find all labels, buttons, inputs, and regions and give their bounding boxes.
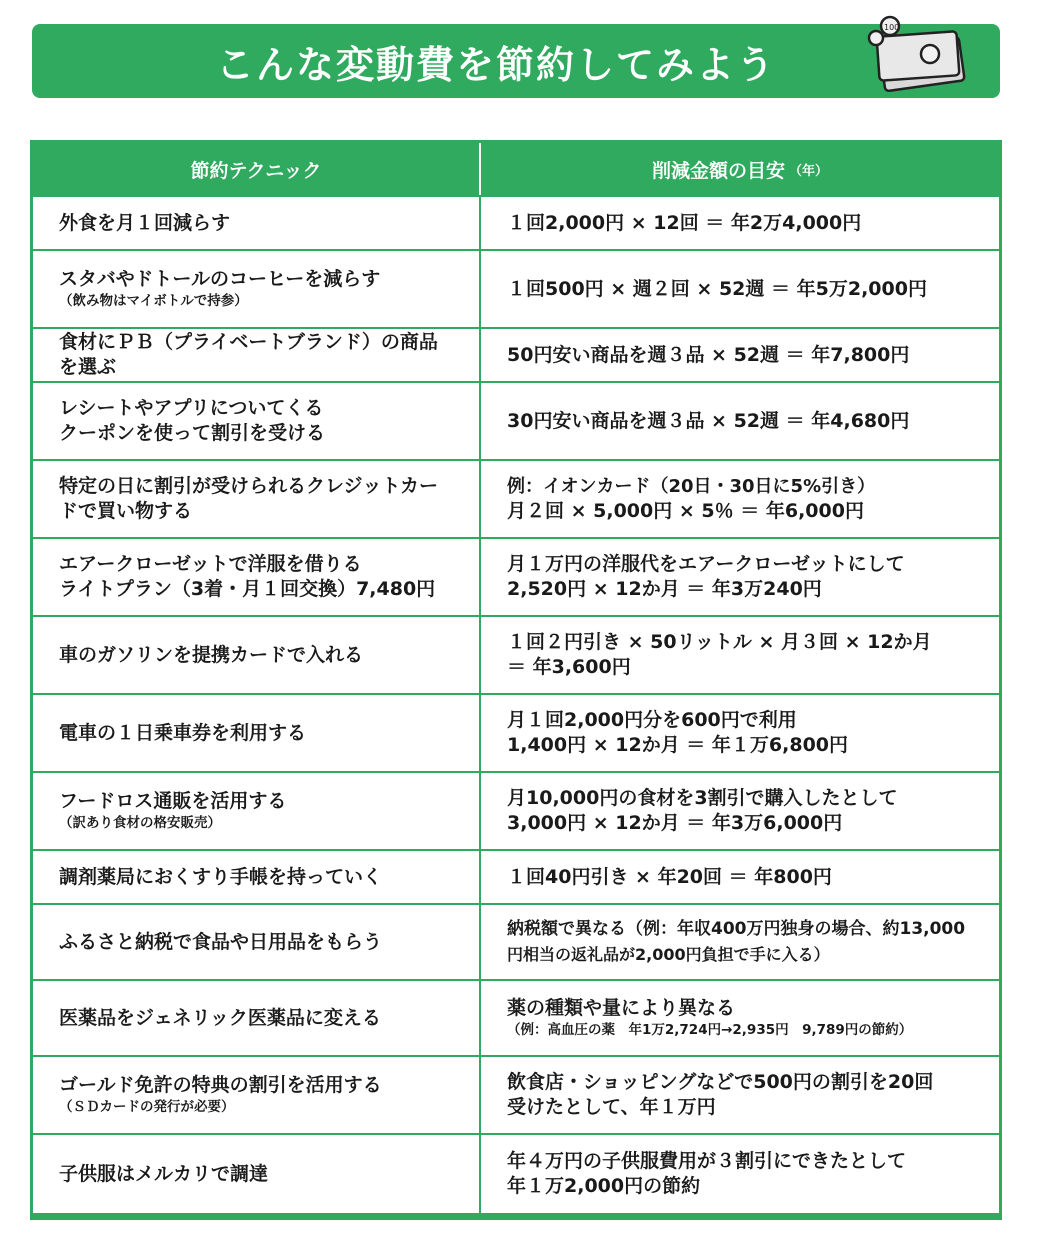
amount-text: 30円安い商品を週３品 × 52週 ＝ 年4,680円: [507, 409, 910, 432]
technique-cell: [33, 1057, 481, 1133]
technique-cell: [33, 539, 481, 615]
amount-detail: 円相当の返礼品が2,000円負担で手に入る）: [507, 945, 830, 964]
technique-note: ドで買い物する: [59, 500, 193, 522]
technique-text: ゴールド免許の特典の割引を活用する: [59, 1074, 382, 1096]
amount-detail: 受けたとして、年１万円: [507, 1096, 716, 1118]
table-row: [33, 773, 999, 849]
technique-cell: [33, 461, 481, 537]
money-bills-coins-icon: [860, 12, 970, 92]
amount-detail: 3,000円 × 12か月 ＝ 年3万6,000円: [507, 812, 843, 834]
table-row: [33, 539, 999, 615]
technique-note: （ＳＤカードの発行が必要）: [59, 1099, 235, 1115]
table-row: [33, 383, 999, 459]
amount-cell: [481, 383, 999, 459]
amount-detail: 年１万2,000円の節約: [507, 1175, 701, 1197]
table-row: [33, 617, 999, 693]
technique-cell: [33, 1135, 481, 1213]
technique-cell: [33, 617, 481, 693]
technique-text: 食材にＰＢ（プライベートブランド）の商品を選ぶ: [59, 331, 438, 378]
amount-cell: [481, 1057, 999, 1133]
technique-note: （訳あり食材の格安販売）: [59, 815, 221, 831]
table-header: [33, 143, 999, 195]
amount-cell: [481, 197, 999, 249]
amount-detail: 月２回 × 5,000円 × 5％ ＝ 年6,000円: [507, 500, 864, 522]
amount-cell: [481, 251, 999, 327]
table-row: [33, 461, 999, 537]
table-row: [33, 329, 999, 381]
amount-text: 例：イオンカード（20日・30日に5%引き）: [507, 476, 876, 497]
technique-text: 車のガソリンを提携カードで入れる: [59, 643, 364, 666]
amount-cell: [481, 981, 999, 1055]
technique-text: レシートやアプリについてくる: [59, 397, 324, 419]
technique-cell: [33, 383, 481, 459]
amount-detail: （例：高血圧の薬 年1万2,724円→2,935円 9,789円の節約）: [507, 1022, 913, 1038]
amount-text: １回2,000円 × 12回 ＝ 年2万4,000円: [507, 211, 862, 234]
table-row: [33, 251, 999, 327]
savings-table: [30, 140, 1002, 1220]
table-body: [33, 197, 999, 1213]
technique-text: 子供服はメルカリで調達: [59, 1162, 269, 1185]
table-row: [33, 197, 999, 249]
technique-cell: [33, 695, 481, 771]
technique-text: ふるさと納税で食品や日用品をもらう: [59, 930, 383, 953]
technique-note: （飲み物はマイボトルで持参）: [59, 293, 248, 309]
technique-text: 電車の１日乗車券を利用する: [59, 721, 307, 744]
amount-text: １回40円引き × 年20回 ＝ 年800円: [507, 865, 832, 888]
table-row: [33, 905, 999, 979]
technique-text: エアークローゼットで洋服を借りる: [59, 553, 362, 575]
amount-cell: [481, 539, 999, 615]
header-amount: [481, 143, 999, 195]
technique-cell: [33, 251, 481, 327]
technique-text: フードロス通販を活用する: [59, 790, 287, 812]
technique-cell: [33, 981, 481, 1055]
technique-note: ライトプラン（3着・月１回交換）7,480円: [59, 578, 436, 600]
technique-text: 調剤薬局におくすり手帳を持っていく: [59, 865, 383, 888]
header-technique: 節約テクニック: [33, 143, 481, 195]
header-amount-unit: （年）: [789, 163, 829, 179]
amount-text: 年４万円の子供服費用が３割引にできたとして: [507, 1150, 907, 1172]
technique-text: 医薬品をジェネリック医薬品に変える: [59, 1006, 381, 1029]
amount-detail: 2,520円 × 12か月 ＝ 年3万240円: [507, 578, 822, 600]
technique-text: 特定の日に割引が受けられるクレジットカー: [59, 475, 438, 497]
title-banner: [32, 24, 1000, 98]
technique-text: スタバやドトールのコーヒーを減らす: [59, 268, 381, 290]
amount-text: 納税額で異なる（例：年収400万円独身の場合、約13,000: [507, 919, 966, 939]
amount-cell: [481, 905, 999, 979]
amount-cell: [481, 695, 999, 771]
technique-cell: [33, 329, 481, 381]
page-title: こんな変動費を節約してみよう: [215, 42, 776, 87]
amount-text: 月１万円の洋服代をエアークローゼットにして: [507, 553, 905, 575]
technique-cell: [33, 851, 481, 903]
svg-text:100: 100: [884, 23, 900, 32]
amount-cell: [481, 773, 999, 849]
amount-text: 薬の種類や量により異なる: [507, 997, 736, 1019]
amount-text: １回500円 × 週２回 × 52週 ＝ 年5万2,000円: [507, 277, 927, 300]
technique-cell: [33, 197, 481, 249]
header-amount-label: 削減金額の目安: [651, 159, 785, 182]
technique-cell: [33, 773, 481, 849]
amount-text: 飲食店・ショッピングなどで500円の割引を20回: [507, 1071, 934, 1093]
amount-text: 月１回2,000円分を600円で利用: [507, 709, 797, 731]
table-row: [33, 851, 999, 903]
amount-cell: [481, 617, 999, 693]
amount-detail: ＝ 年3,600円: [507, 656, 631, 678]
amount-text: 月10,000円の食材を3割引で購入したとして: [507, 787, 898, 809]
amount-cell: [481, 329, 999, 381]
table-row: [33, 695, 999, 771]
table-row: [33, 1057, 999, 1133]
amount-cell: [481, 1135, 999, 1213]
technique-cell: [33, 905, 481, 979]
table-row: [33, 1135, 999, 1213]
table-row: [33, 981, 999, 1055]
amount-text: 50円安い商品を週３品 × 52週 ＝ 年7,800円: [507, 343, 910, 366]
amount-text: １回２円引き × 50リットル × 月３回 × 12か月: [507, 631, 932, 653]
technique-note: クーポンを使って割引を受ける: [59, 422, 326, 444]
amount-cell: [481, 851, 999, 903]
amount-detail: 1,400円 × 12か月 ＝ 年１万6,800円: [507, 734, 849, 756]
amount-cell: [481, 461, 999, 537]
technique-text: 外食を月１回減らす: [59, 211, 231, 234]
